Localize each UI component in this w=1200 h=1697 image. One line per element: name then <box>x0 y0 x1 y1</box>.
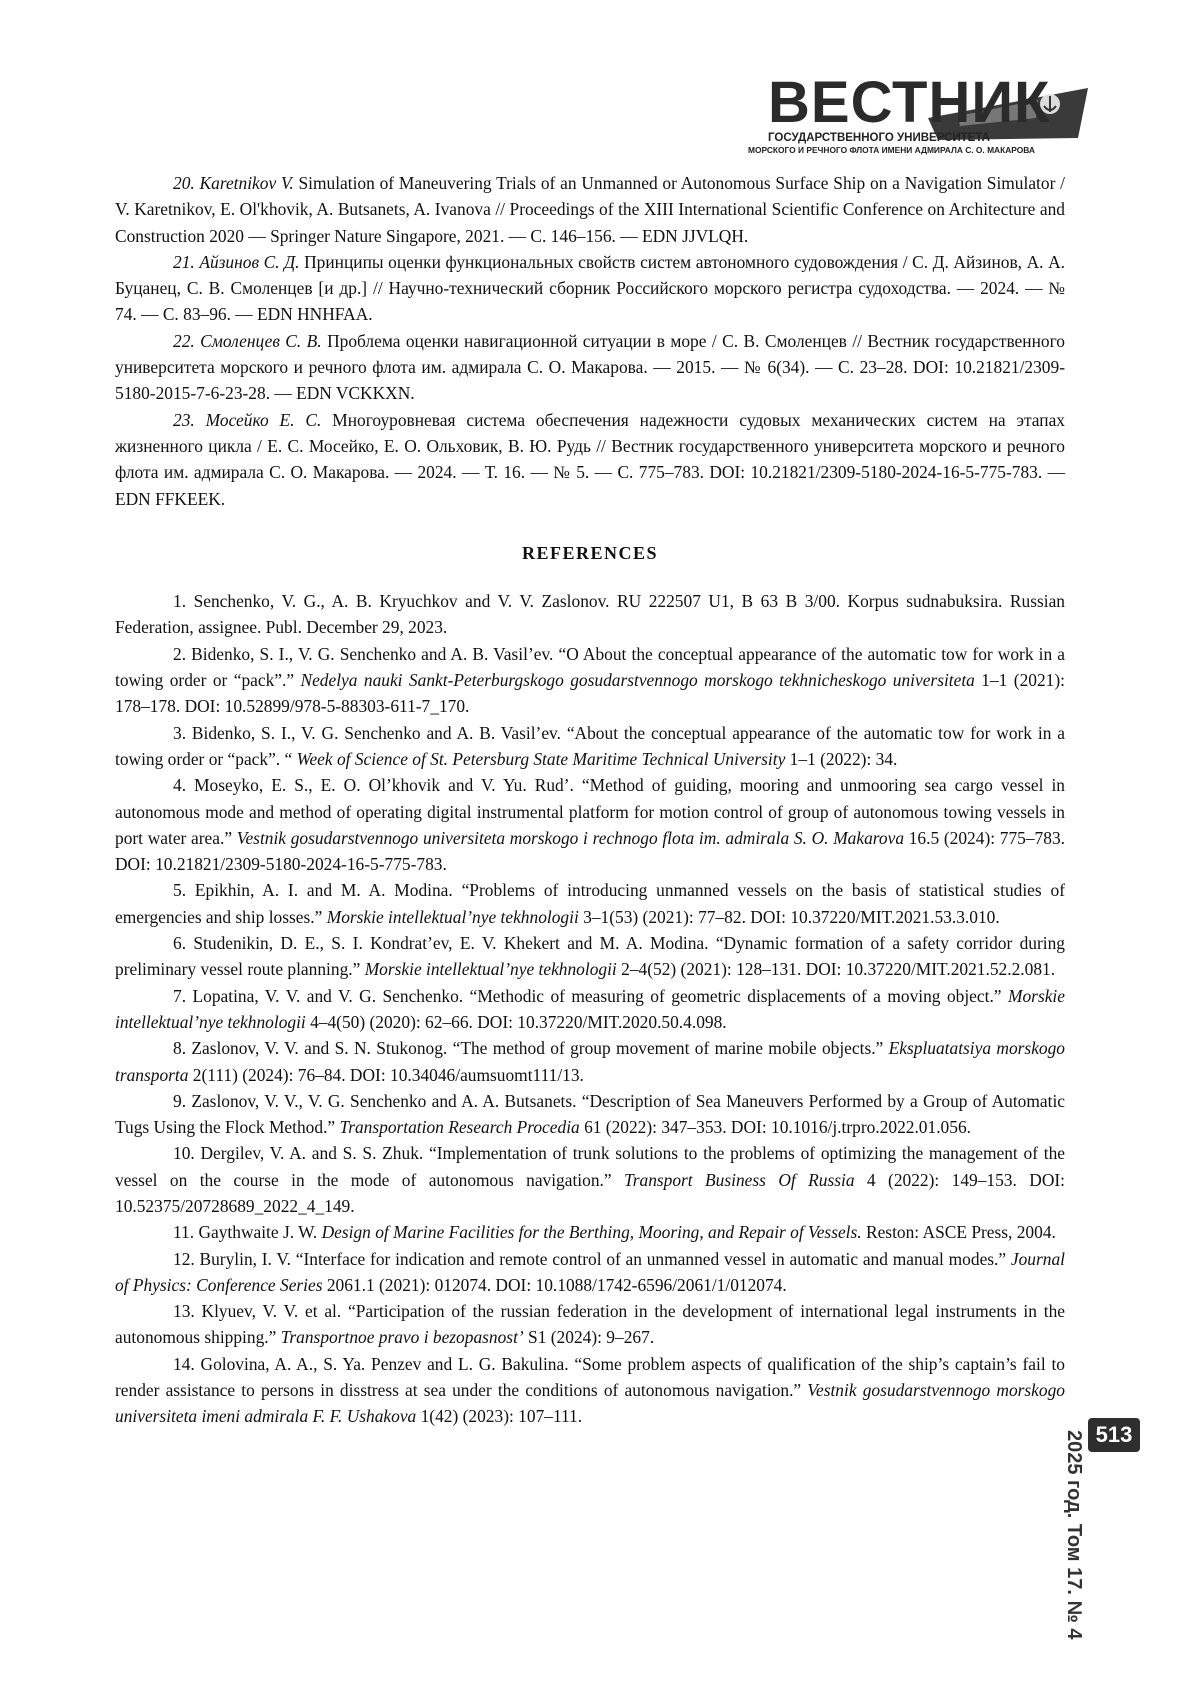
ru-reference-23: 23. Мосейко Е. С. Многоуровневая система обеспечения надежности судовых механических систем на этапах жизненного цикла / Е. С. Мосейко, Е. О. Ольховик, В. Ю. Рудь // Вестник государственного университета морского и речного флота им. адмирала С. О. Макарова. — 2024. — Т. 16. — № 5. — С. 775–783. DOI: 10.21821/2309-5180-2024-16-5-775-783. — EDN FFKEEK. <box>115 407 1065 512</box>
logo-title: ВЕСТНИК <box>768 72 1050 134</box>
en-reference-12: 12. Burylin, I. V. “Interface for indication and remote control of an unmanned vessel in automatic and manual modes.” Journal of Physics: Conference Series 2061.1 (2021): 012074. DOI: 10.1088/1742-6596/2061/1/012074. <box>115 1246 1065 1299</box>
side-year-volume: 2025 год. Том 17. № 4 <box>1061 1430 1087 1670</box>
en-reference-10: 10. Dergilev, V. A. and S. S. Zhuk. “Implementation of trunk solutions to the problems of optimizing the management of the vessel on the course in the mode of autonomous navigation.” Transport Business Of Russia 4 (2022): 149–153. DOI: 10.52375/20728689_2022_4_149. <box>115 1140 1065 1219</box>
en-reference-5: 5. Epikhin, A. I. and M. A. Modina. “Problems of introducing unmanned vessels on the basis of statistical studies of emergencies and ship losses.” Morskie intellektual’nye tekhnologii 3–1(53) (2021): 77–82. DOI: 10.37220/MIT.2021.53.3.010. <box>115 877 1065 930</box>
en-reference-11: 11. Gaythwaite J. W. Design of Marine Facilities for the Berthing, Mooring, and Repair of Vessels. Reston: ASCE Press, 2004. <box>115 1219 1065 1245</box>
logo-subtitle-line1: ГОСУДАРСТВЕННОГО УНИВЕРСИТЕТА <box>768 132 990 145</box>
en-reference-1: 1. Senchenko, V. G., A. B. Kryuchkov and V. V. Zaslonov. RU 222507 U1, B 63 B 3/00. Korpus sudnabuksira. Russian Federation, assignee. Publ. December 29, 2023. <box>115 588 1065 641</box>
en-reference-6: 6. Studenikin, D. E., S. I. Kondrat’ev, E. V. Khekert and M. A. Modina. “Dynamic formation of a safety corridor during preliminary vessel route planning.” Morskie intellektual’nye tekhnologii 2–4(52) (2021): 128–131. DOI: 10.37220/MIT.2021.52.2.081. <box>115 930 1065 983</box>
en-reference-8: 8. Zaslonov, V. V. and S. N. Stukonog. “The method of group movement of marine mobile objects.” Ekspluatatsiya morskogo transporta 2(111) (2024): 76–84. DOI: 10.34046/aumsuomt111/13. <box>115 1035 1065 1088</box>
en-reference-4: 4. Moseyko, E. S., E. O. Ol’khovik and V. Yu. Rud’. “Method of guiding, mooring and unmooring sea cargo vessel in autonomous mode and method of operating digital instrumental platform for motion control of group of autonomous towing vessels in port water area.” Vestnik gosudarstvennogo universiteta morskogo i rechnogo flota im. admirala S. O. Makarova 16.5 (2024): 775–783. DOI: 10.21821/2309-5180-2024-16-5-775-783. <box>115 772 1065 877</box>
ru-reference-21: 21. Айзинов С. Д. Принципы оценки функциональных свойств систем автономного судовождения / С. Д. Айзинов, А. А. Буцанец, С. В. Смоленцев [и др.] // Научно-технический сборник Российского морского регистра судоходства. — 2024. — № 74. — С. 83–96. — EDN HNHFAA. <box>115 249 1065 328</box>
ru-reference-22: 22. Смоленцев С. В. Проблема оценки навигационной ситуации в море / С. В. Смоленцев // Вестник государственного университета морского и речного флота им. адмирала С. О. Макарова. — 2015. — № 6(34). — С. 23–28. DOI: 10.21821/2309-5180-2015-7-6-23-28. — EDN VCKKXN. <box>115 328 1065 407</box>
en-reference-7: 7. Lopatina, V. V. and V. G. Senchenko. “Methodic of measuring of geometric displacements of a moving object.” Morskie intellektual’nye tekhnologii 4–4(50) (2020): 62–66. DOI: 10.37220/MIT.2020.50.4.098. <box>115 983 1065 1036</box>
journal-logo <box>738 72 1100 152</box>
en-reference-2: 2. Bidenko, S. I., V. G. Senchenko and A. B. Vasil’ev. “O About the conceptual appearance of the automatic tow for work in a towing order or “pack”.” Nedelya nauki Sankt-Peterburgskogo gosudarstvennogo morskogo tekhnicheskogo universiteta 1–1 (2021): 178–178. DOI: 10.52899/978-5-88303-611-7_170. <box>115 641 1065 720</box>
logo-subtitle-line2: МОРСКОГО И РЕЧНОГО ФЛОТА ИМЕНИ АДМИРАЛА С. О. МАКАРОВА <box>748 145 1035 155</box>
references-content <box>115 170 1065 1430</box>
en-reference-14: 14. Golovina, A. A., S. Ya. Penzev and L. G. Bakulina. “Some problem aspects of qualification of the ship’s captain’s fail to render assistance to persons in disstress at sea under the conditions of autonomous navigation.” Vestnik gosudarstvennogo morskogo universiteta imeni admirala F. F. Ushakova 1(42) (2023): 107–111. <box>115 1351 1065 1430</box>
references-heading: REFERENCES <box>115 540 1065 566</box>
en-reference-3: 3. Bidenko, S. I., V. G. Senchenko and A. B. Vasil’ev. “About the conceptual appearance of the automatic tow for work in a towing order or “pack”. “ Week of Science of St. Petersburg State Maritime Technical University 1–1 (2022): 34. <box>115 720 1065 773</box>
ru-reference-20: 20. Karetnikov V. Simulation of Maneuvering Trials of an Unmanned or Autonomous Surface Ship on a Navigation Simulator / V. Karetnikov, E. Ol'khovik, A. Butsanets, A. Ivanova // Proceedings of the XIII International Scientific Conference on Architecture and Construction 2020 — Springer Nature Singapore, 2021. — С. 146–156. — EDN JJVLQH. <box>115 170 1065 249</box>
en-reference-13: 13. Klyuev, V. V. et al. “Participation of the russian federation in the development of international legal instruments in the autonomous shipping.” Transportnoe pravo i bezopasnost’ S1 (2024): 9–267. <box>115 1298 1065 1351</box>
page-number: 513 <box>1088 1418 1140 1452</box>
en-reference-9: 9. Zaslonov, V. V., V. G. Senchenko and A. A. Butsanets. “Description of Sea Maneuvers Performed by a Group of Automatic Tugs Using the Flock Method.” Transportation Research Procedia 61 (2022): 347–353. DOI: 10.1016/j.trpro.2022.01.056. <box>115 1088 1065 1141</box>
